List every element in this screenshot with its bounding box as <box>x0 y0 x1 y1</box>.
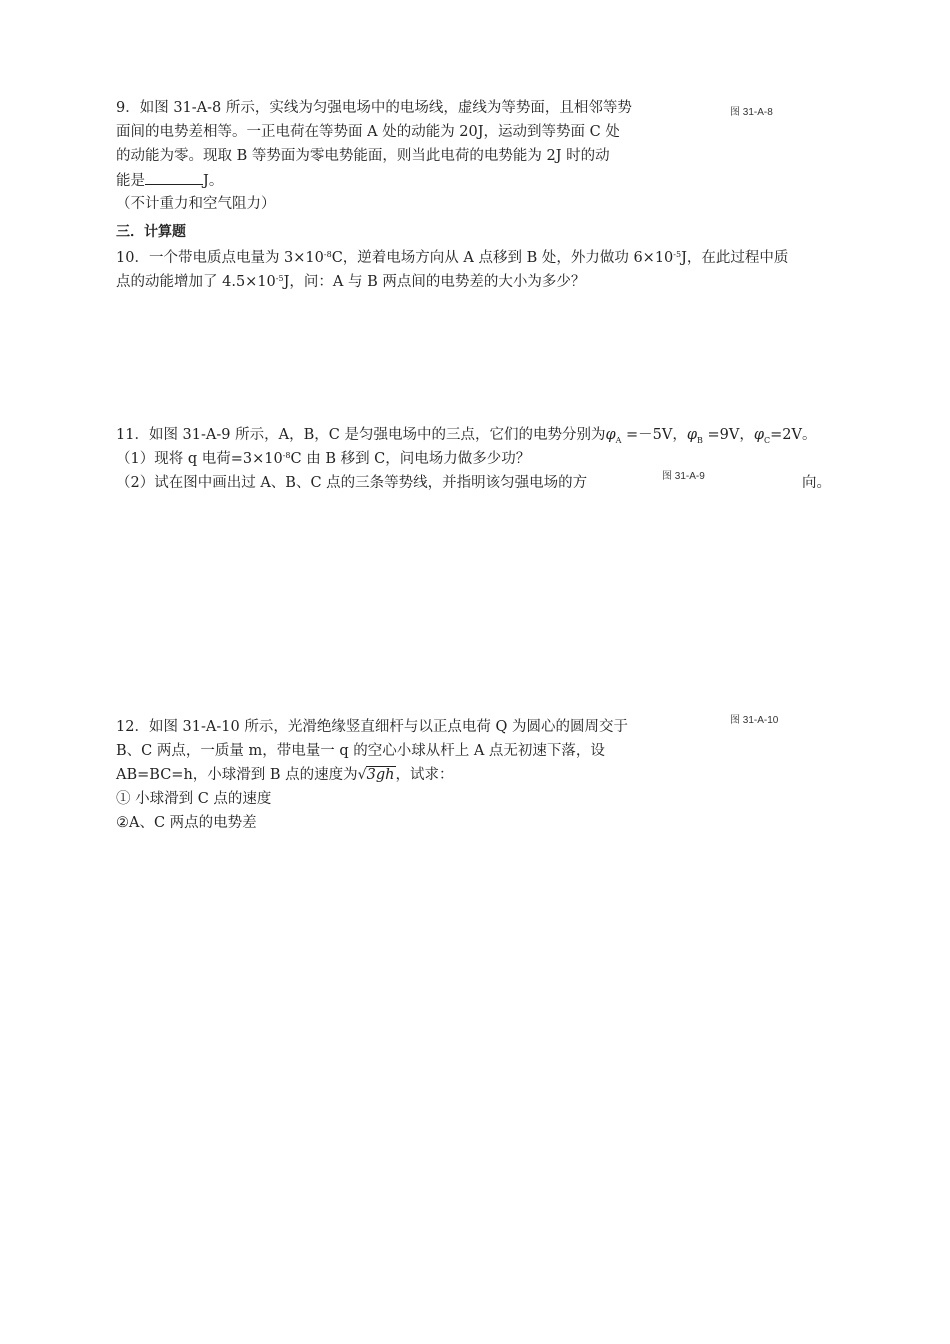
q10-line-1 <box>116 248 788 268</box>
q12-line-3 <box>116 765 454 785</box>
q10-line-2 <box>116 272 585 292</box>
q9-line-2: 面间的电势差相等。一正电荷在等势面 A 处的动能为 20J，运动到等势面 C 处 <box>116 124 620 140</box>
q12-line-2: B、C 两点，一质量 m，带电量一 q 的空心小球从杆上 A 点无初速下落，设 <box>116 743 605 759</box>
potential-c: =2V。 <box>770 427 817 443</box>
q9-line-4-suffix: J。 <box>203 173 224 189</box>
figure-caption-31-a-9: 图 31-A-9 <box>662 471 705 482</box>
q12-line-1: 12．如图 31-A-10 所示，光滑绝缘竖直细杆与以正点电荷 Q 为圆心的圆周交于 <box>116 719 628 735</box>
section-heading: 三．计算题 <box>116 224 186 240</box>
q11-part-1-text-a: （1）现将 q 电荷=3×10 <box>116 451 283 467</box>
q10-exponent-2: -5 <box>673 250 682 259</box>
q12-text-b: ，试求： <box>395 767 454 783</box>
q11-exponent: -8 <box>282 451 291 460</box>
phi-symbol-b: φ <box>686 427 698 443</box>
q9-line-4-prefix: 能是 <box>116 173 145 189</box>
q12-item-2: ②A、C 两点的电势差 <box>116 815 257 831</box>
sqrt-expression <box>358 765 396 785</box>
phi-symbol-c: φ <box>753 427 765 443</box>
q9-line-1: 9．如图 31-A-8 所示，实线为匀强电场中的电场线，虚线为等势面，且相邻等势 <box>116 100 632 116</box>
q10-text-d: 点的动能增加了 4.5×10 <box>116 274 276 290</box>
potential-a: =－5V， <box>621 427 687 443</box>
q11-part-2-end: 向。 <box>802 475 831 491</box>
answer-blank[interactable] <box>145 170 203 185</box>
q11-part-2: （2）试在图中画出过 A、B、C 点的三条等势线，并指明该匀强电场的方 <box>116 475 588 491</box>
sqrt-sign: √ <box>357 767 367 783</box>
potential-b: =9V， <box>702 427 754 443</box>
subscript-a: A <box>615 435 622 445</box>
q11-text-a: 11．如图 31-A-9 所示，A，B，C 是匀强电场中的三点，它们的电势分别为 <box>116 427 606 443</box>
figure-caption-31-a-10: 图 31-A-10 <box>730 715 779 726</box>
q11-part-1-text-b: C 由 B 移到 C，问电场力做多少功？ <box>290 451 531 467</box>
q10-text-e: J，问：A 与 B 两点间的电势差的大小为多少？ <box>283 274 586 290</box>
subscript-c: C <box>764 435 771 445</box>
q10-exponent-1: -8 <box>323 250 332 259</box>
q10-text-c: J，在此过程中质 <box>681 250 789 266</box>
q9-note: （不计重力和空气阻力） <box>116 196 276 212</box>
q11-line-1 <box>116 425 817 451</box>
q9-line-3: 的动能为零。现取 B 等势面为零电势能面，则当此电荷的电势能为 2J 时的动 <box>116 148 610 164</box>
sqrt-radicand: 3gh <box>366 767 395 783</box>
q11-part-1 <box>116 449 530 469</box>
q10-text-b: C，逆着电场方向从 A 点移到 B 处，外力做功 6×10 <box>331 250 674 266</box>
q10-exponent-3: -5 <box>275 274 284 283</box>
q10-text-a: 10．一个带电质点电量为 3×10 <box>116 250 324 266</box>
phi-symbol-a: φ <box>605 427 616 443</box>
figure-caption-31-a-8: 图 31-A-8 <box>730 107 773 118</box>
q9-line-4 <box>116 170 223 191</box>
q12-text-a: AB=BC=h，小球滑到 B 点的速度为 <box>116 767 358 783</box>
subscript-b: B <box>697 435 703 445</box>
q12-item-1: ① 小球滑到 C 点的速度 <box>116 791 272 807</box>
